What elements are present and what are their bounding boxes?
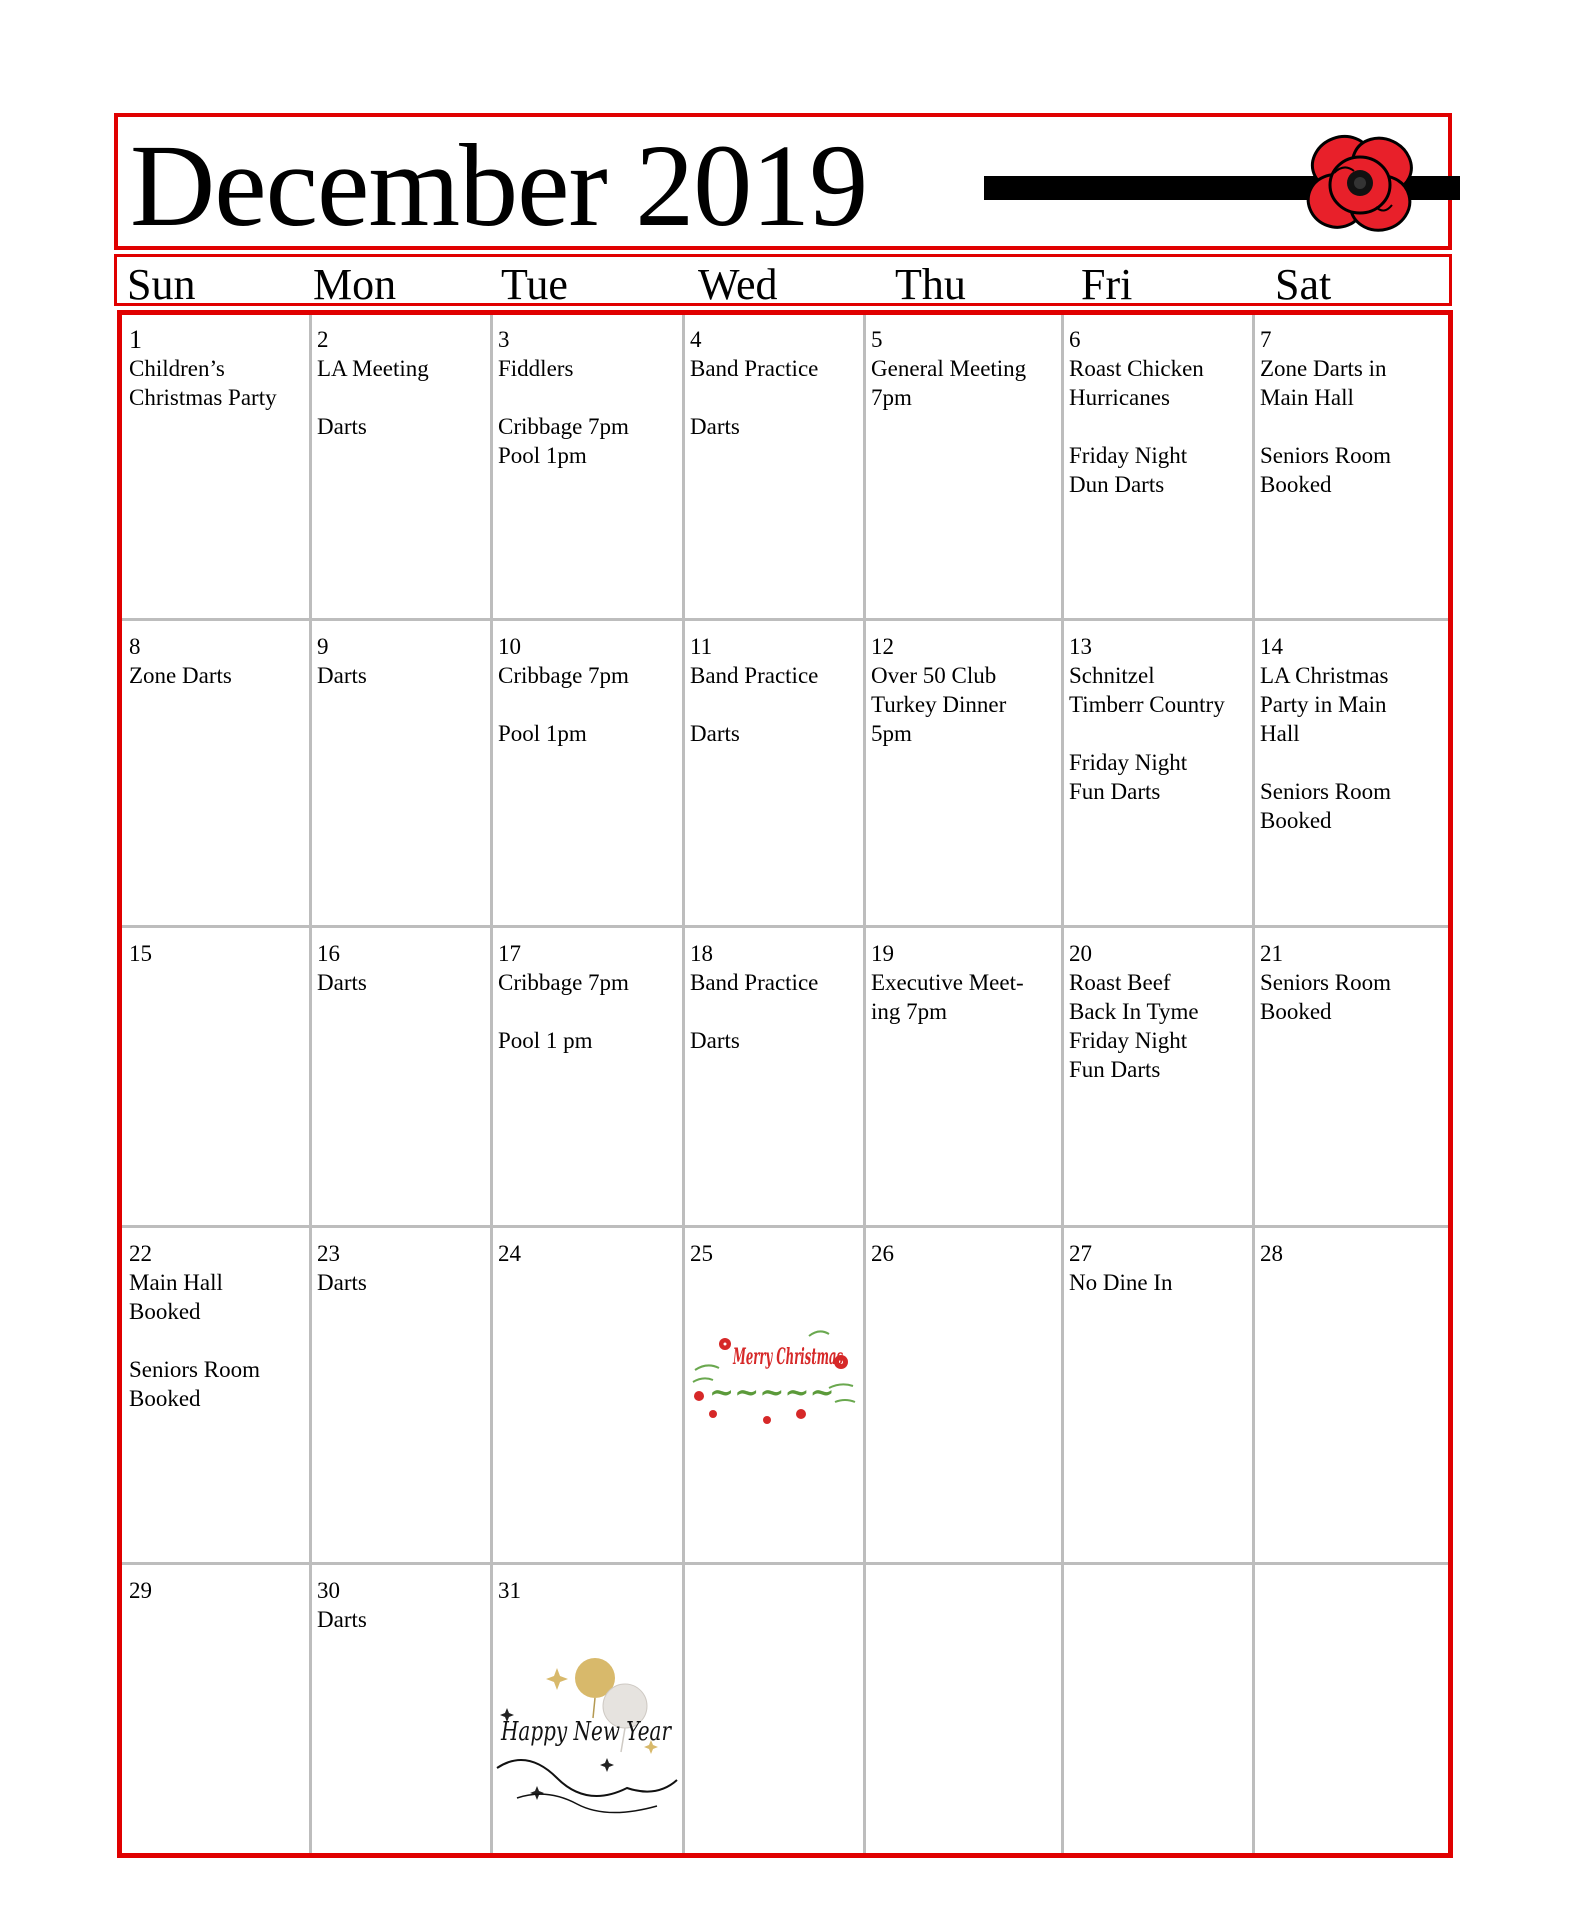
grid-divider — [1061, 315, 1064, 1853]
weekday-fri: Fri — [1081, 260, 1133, 309]
day-number: 17 — [498, 941, 521, 966]
day-events: Darts — [317, 663, 367, 688]
day-number: 19 — [871, 941, 894, 966]
day-events: Fiddlers Cribbage 7pm Pool 1pm — [498, 356, 629, 468]
day-events: Roast Beef Back In Tyme Friday Night Fun Darts — [1069, 970, 1199, 1082]
day-number: 10 — [498, 634, 521, 659]
day-events: Children’s Christmas Party — [129, 356, 277, 410]
day-cell — [129, 1239, 260, 1413]
day-cell — [871, 1239, 894, 1268]
day-cell — [498, 939, 629, 1055]
grid-divider — [863, 315, 866, 1853]
day-number: 29 — [129, 1578, 152, 1603]
day-number: 20 — [1069, 941, 1092, 966]
day-cell — [871, 325, 1026, 412]
grid-divider — [682, 315, 685, 1853]
grid-divider — [122, 1562, 1448, 1565]
day-cell — [317, 939, 367, 997]
weekday-header — [114, 254, 1452, 309]
christmas-script: ~~~~~ — [709, 1375, 835, 1410]
day-number: 15 — [129, 941, 152, 966]
day-number: 3 — [498, 327, 510, 352]
day-cell — [1260, 1239, 1283, 1268]
day-events: No Dine In — [1069, 1270, 1173, 1295]
day-events: Darts — [317, 970, 367, 995]
day-number: 31 — [498, 1578, 521, 1603]
day-number: 6 — [1069, 327, 1081, 352]
day-number: 26 — [871, 1241, 894, 1266]
day-cell — [317, 632, 367, 690]
day-events: Schnitzel Timberr Country Friday Night Fun Darts — [1069, 663, 1225, 804]
day-events: Seniors Room Booked — [1260, 970, 1391, 1024]
day-number: 4 — [690, 327, 702, 352]
happy-new-year-artwork — [487, 1648, 687, 1818]
merry-christmas-artwork — [689, 1322, 857, 1434]
day-events: General Meeting 7pm — [871, 356, 1027, 410]
day-events: Roast Chicken Hurricanes Friday Night Dun Darts — [1069, 356, 1204, 497]
day-number: 18 — [690, 941, 713, 966]
day-number: 1 — [129, 325, 142, 354]
day-events: Cribbage 7pm Pool 1 pm — [498, 970, 629, 1053]
day-events: Over 50 Club Turkey Dinner 5pm — [871, 663, 1007, 746]
day-events: Darts — [317, 1607, 367, 1632]
grid-divider — [309, 315, 312, 1853]
grid-divider — [122, 618, 1448, 621]
day-events: Zone Darts — [129, 663, 232, 688]
grid-divider — [1252, 315, 1255, 1853]
day-number: 13 — [1069, 634, 1092, 659]
day-cell — [871, 939, 1024, 1026]
day-events: Band Practice Darts — [690, 356, 819, 439]
day-number: 11 — [690, 634, 713, 659]
day-cell — [498, 632, 629, 748]
day-cell — [129, 632, 232, 690]
day-events: Band Practice Darts — [690, 663, 819, 746]
day-number: 28 — [1260, 1241, 1283, 1266]
day-number: 7 — [1260, 327, 1272, 352]
day-number: 23 — [317, 1241, 340, 1266]
day-cell — [129, 939, 152, 968]
day-number: 2 — [317, 327, 329, 352]
page-title: December 2019 — [130, 120, 868, 251]
day-cell — [1260, 632, 1391, 835]
day-cell — [690, 939, 818, 1055]
day-cell — [1260, 325, 1391, 499]
day-number: 14 — [1260, 634, 1283, 659]
day-cell — [498, 1239, 521, 1268]
day-events: LA Christmas Party in Main Hall Seniors Room Booked — [1260, 663, 1391, 833]
day-cell — [690, 632, 818, 748]
day-number: 5 — [871, 327, 883, 352]
day-events: Executive Meet- ing 7pm — [871, 970, 1024, 1024]
day-events: Darts — [317, 1270, 367, 1295]
merry-text: Merry Christmas — [732, 1344, 843, 1370]
day-cell — [871, 632, 1006, 748]
title-banner — [114, 113, 1452, 250]
day-cell — [129, 325, 277, 412]
day-cell — [317, 325, 429, 441]
day-cell — [317, 1576, 367, 1634]
day-events: Band Practice Darts — [690, 970, 819, 1053]
day-cell — [1069, 632, 1225, 806]
day-number: 21 — [1260, 941, 1283, 966]
weekday-sun: Sun — [127, 260, 196, 309]
day-number: 16 — [317, 941, 340, 966]
day-number: 12 — [871, 634, 894, 659]
day-cell — [498, 325, 629, 470]
weekday-thu: Thu — [895, 260, 966, 309]
weekday-mon: Mon — [313, 260, 397, 309]
grid-divider — [122, 1225, 1448, 1228]
day-number: 27 — [1069, 1241, 1092, 1266]
day-cell — [690, 325, 818, 441]
day-cell — [498, 1576, 521, 1605]
weekday-tue: Tue — [501, 260, 568, 309]
day-cell — [1069, 1239, 1172, 1297]
day-events: Cribbage 7pm Pool 1pm — [498, 663, 629, 746]
day-events: Main Hall Booked Seniors Room Booked — [129, 1270, 260, 1411]
day-number: 8 — [129, 634, 141, 659]
grid-divider — [490, 315, 493, 1853]
happy-new-year-text: Happy New Year — [500, 1717, 673, 1747]
day-number: 22 — [129, 1241, 152, 1266]
day-events: LA Meeting Darts — [317, 356, 429, 439]
day-cell — [1260, 939, 1391, 1026]
day-number: 30 — [317, 1578, 340, 1603]
grid-divider — [122, 925, 1448, 928]
day-cell — [1069, 325, 1204, 499]
day-number: 9 — [317, 634, 329, 659]
day-events: Zone Darts in Main Hall Seniors Room Booked — [1260, 356, 1391, 497]
day-cell — [129, 1576, 152, 1605]
day-cell — [317, 1239, 367, 1297]
weekday-wed: Wed — [698, 260, 778, 309]
poppy-icon — [1304, 133, 1416, 237]
day-number: 25 — [690, 1241, 713, 1266]
weekday-sat: Sat — [1275, 260, 1332, 309]
day-cell — [690, 1239, 713, 1268]
day-number: 24 — [498, 1241, 521, 1266]
day-cell — [1069, 939, 1199, 1084]
